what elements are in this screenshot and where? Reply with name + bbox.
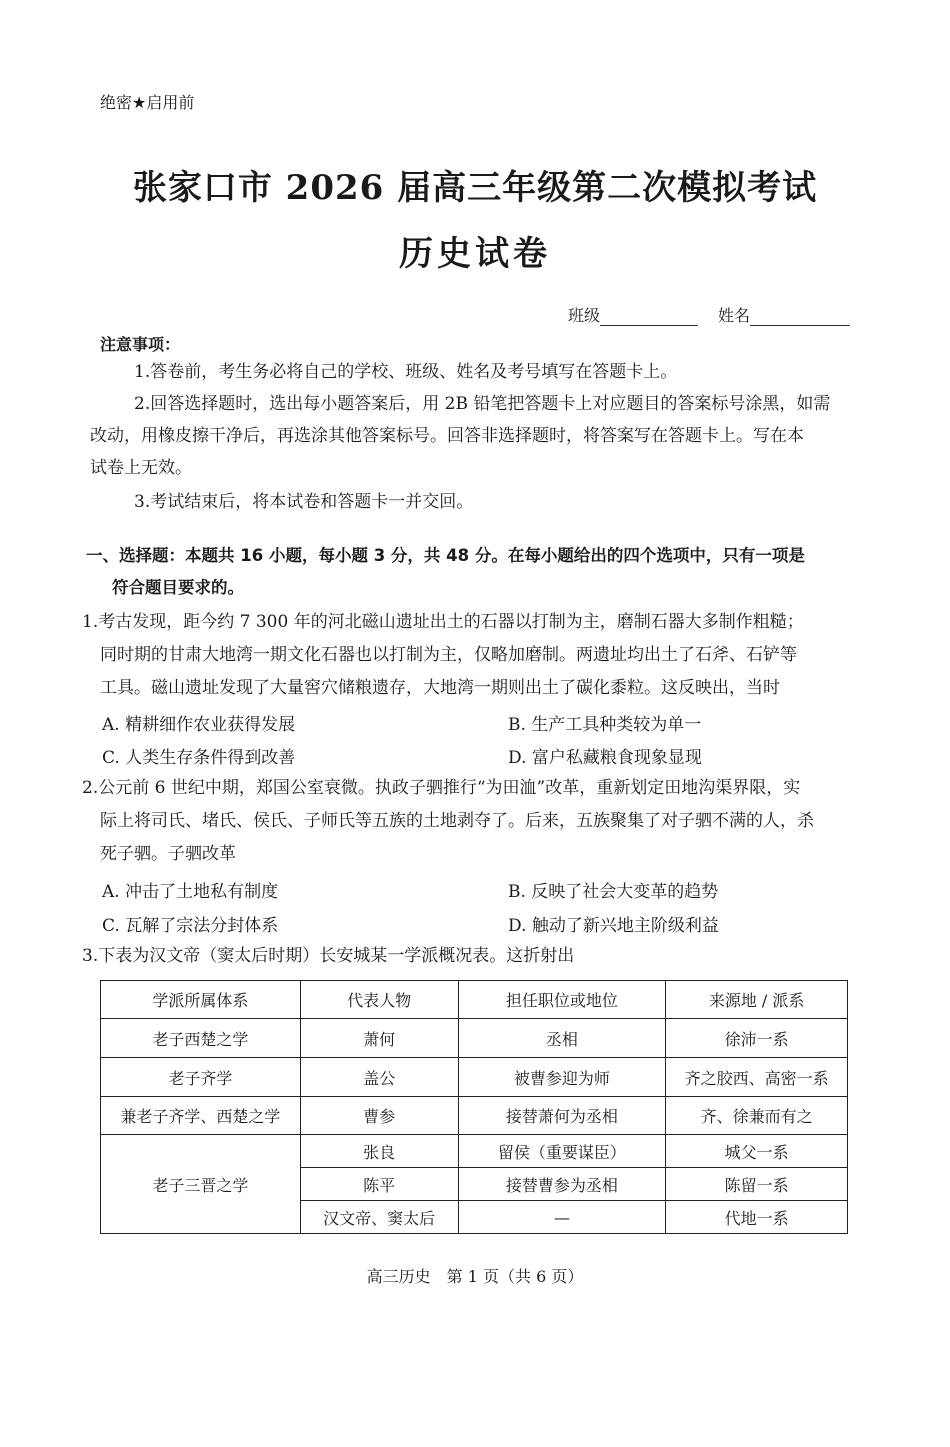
- table-cell: 被曹参迎为师: [458, 1058, 666, 1097]
- table-cell: 齐之胶西、高密一系: [666, 1058, 848, 1097]
- table-header-cell: 担任职位或地位: [458, 981, 666, 1019]
- q2-option-b: B. 反映了社会大变革的趋势: [508, 882, 719, 902]
- table-group-cell: 老子三晋之学: [101, 1135, 301, 1234]
- table-row: [101, 1097, 848, 1135]
- table-cell: 盖公: [300, 1058, 458, 1097]
- class-label: 班级: [568, 306, 601, 325]
- table-cell: 徐沛一系: [666, 1019, 848, 1058]
- table-header-cell: 来源地 / 派系: [666, 981, 848, 1019]
- q2-option-d: D. 触动了新兴地主阶级利益: [508, 916, 719, 936]
- q1-line-1: 1.考古发现，距今约 7 300 年的河北磁山遗址出土的石器以打制为主，磨制石器大多制作粗糙；: [82, 612, 804, 632]
- table-row: [101, 1019, 848, 1058]
- table-cell: 城父一系: [666, 1135, 848, 1168]
- table-header-cell: 代表人物: [300, 981, 458, 1019]
- table-cell: 汉文帝、窦太后: [300, 1201, 458, 1234]
- secret-mark: 绝密★启用前: [100, 93, 195, 112]
- q1-option-a: A. 精耕细作农业获得发展: [102, 715, 296, 735]
- table-header-cell: 学派所属体系: [101, 981, 301, 1019]
- table-cell: 留侯（重要谋臣）: [458, 1135, 666, 1168]
- notice-heading: 注意事项：: [100, 335, 181, 354]
- q1-option-b: B. 生产工具种类较为单一: [508, 715, 702, 735]
- q2-line-1: 2.公元前 6 世纪中期，郑国公室衰微。执政子驷推行“为田洫”改革，重新划定田地沟渠界限，实: [82, 778, 801, 798]
- notice-item-2-line-3: 试卷上无效。: [90, 458, 192, 478]
- exam-title: 张家口市 2026 届高三年级第二次模拟考试: [132, 168, 818, 208]
- table-cell: 老子齐学: [101, 1058, 301, 1097]
- table-cell: 齐、徐兼而有之: [666, 1097, 848, 1135]
- table-header-row: [101, 981, 848, 1019]
- notice-item-2-line-1: 2.回答选择题时，选出每小题答案后，用 2B 铅笔把答题卡上对应题目的答案标号涂黑，如需: [134, 394, 831, 414]
- table-cell: 老子西楚之学: [101, 1019, 301, 1058]
- q1-option-c: C. 人类生存条件得到改善: [102, 748, 296, 768]
- class-field: [568, 303, 698, 326]
- name-field: [718, 303, 850, 326]
- question-2: [82, 772, 882, 871]
- class-blank: [600, 309, 698, 326]
- school-table: [100, 980, 848, 1234]
- notice-item-1: 1.答卷前，考生务必将自己的学校、班级、姓名及考号填写在答题卡上。: [134, 362, 678, 382]
- table-row: [101, 1058, 848, 1097]
- q2-option-a: A. 冲击了土地私有制度: [102, 882, 279, 902]
- section-heading-line-2: 符合题目要求的。: [112, 578, 244, 597]
- q2-line-2: 际上将司氏、堵氏、侯氏、子师氏等五族的土地剥夺了。后来，五族聚集了对子驷不满的人，杀: [100, 811, 814, 831]
- section-heading-line-1: 一、选择题：本题共 16 小题，每小题 3 分，共 48 分。在每小题给出的四个选项中，只有一项是: [86, 546, 805, 565]
- table-cell: 萧何: [300, 1019, 458, 1058]
- q1-line-3: 工具。磁山遗址发现了大量窖穴储粮遗存，大地湾一期则出土了碳化黍粒。这反映出，当时: [100, 678, 780, 698]
- table-cell: 兼老子齐学、西楚之学: [101, 1097, 301, 1135]
- q2-line-3: 死子驷。子驷改革: [100, 844, 236, 864]
- table-row: [101, 1135, 848, 1168]
- name-blank: [750, 309, 850, 326]
- table-cell: 接替曹参为丞相: [458, 1168, 666, 1201]
- table-cell: 代地一系: [666, 1201, 848, 1234]
- table-cell: 接替萧何为丞相: [458, 1097, 666, 1135]
- question-1: [82, 606, 882, 705]
- q3-stem: 3.下表为汉文帝（窦太后时期）长安城某一学派概况表。这折射出: [82, 946, 575, 966]
- q1-line-2: 同时期的甘肃大地湾一期文化石器也以打制为主，仅略加磨制。两遗址均出土了石斧、石铲等: [100, 645, 797, 665]
- name-label: 姓名: [718, 306, 751, 325]
- table-cell: 张良: [300, 1135, 458, 1168]
- table-cell: 陈平: [300, 1168, 458, 1201]
- table-cell: 丞相: [458, 1019, 666, 1058]
- notice-item-3: 3.考试结束后，将本试卷和答题卡一并交回。: [134, 492, 474, 512]
- page-footer: 高三历史 第 1 页（共 6 页）: [366, 1267, 584, 1286]
- subject-title: 历史试卷: [399, 234, 551, 274]
- table-cell: 陈留一系: [666, 1168, 848, 1201]
- table-cell: —: [458, 1201, 666, 1234]
- q1-option-d: D. 富户私藏粮食现象显现: [508, 748, 702, 768]
- q2-option-c: C. 瓦解了宗法分封体系: [102, 916, 279, 936]
- section-heading: [86, 540, 886, 604]
- notice-item-2-line-2: 改动，用橡皮擦干净后，再选涂其他答案标号。回答非选择题时，将答案写在答题卡上。写在本: [90, 426, 804, 446]
- table-cell: 曹参: [300, 1097, 458, 1135]
